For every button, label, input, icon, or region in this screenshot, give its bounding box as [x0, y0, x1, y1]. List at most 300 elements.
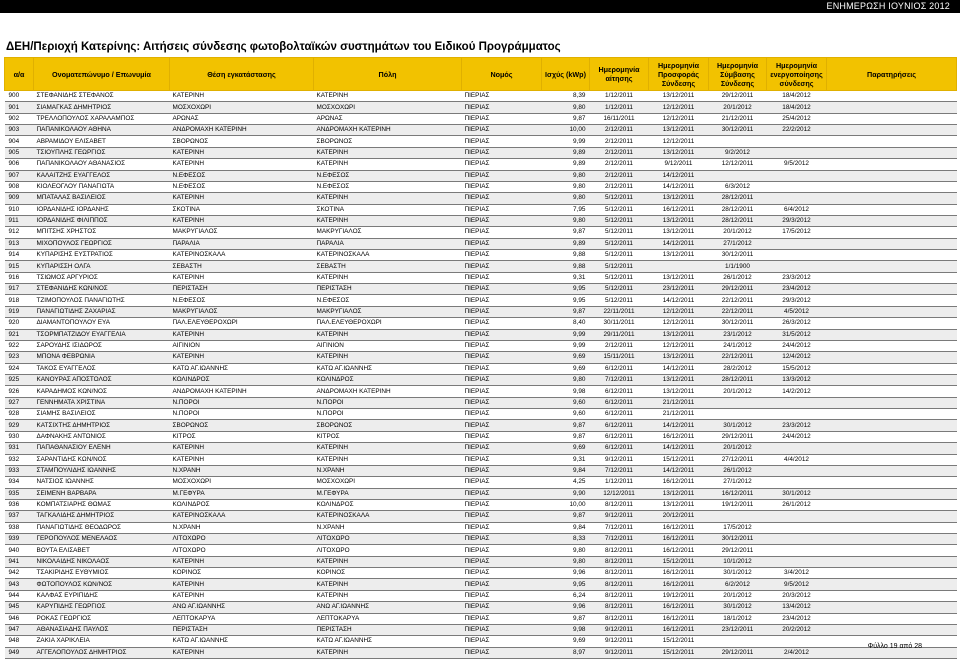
cell-id: 907	[5, 170, 34, 181]
cell-application-date: 9/12/2011	[590, 624, 649, 635]
cell-location: Ν.ΧΡΑΝΗ	[170, 465, 314, 476]
cell-application-date: 9/12/2011	[590, 454, 649, 465]
cell-capacity: 9,98	[542, 624, 590, 635]
cell-location: ΚΑΤΕΡΙΝΗ	[170, 159, 314, 170]
cell-offer-date: 16/12/2011	[649, 477, 709, 488]
cell-contract-date: 20/1/2012	[709, 590, 767, 601]
cell-id: 911	[5, 215, 34, 226]
cell-offer-date: 15/12/2011	[649, 647, 709, 658]
cell-offer-date: 20/12/2011	[649, 511, 709, 522]
cell-offer-date: 13/12/2011	[649, 147, 709, 158]
cell-id: 928	[5, 409, 34, 420]
cell-application-date: 7/12/2011	[590, 534, 649, 545]
cell-offer-date: 16/12/2011	[649, 624, 709, 635]
cell-contract-date: 23/12/2011	[709, 624, 767, 635]
table-row	[5, 113, 957, 124]
cell-name: ΤΣΙΩΜΟΣ ΑΡΓΥΡΙΟΣ	[34, 272, 170, 283]
cell-county: ΠΙΕΡΙΑΣ	[462, 522, 542, 533]
cell-name: ΣΤΑΜΠΟΥΛΙΔΗΣ ΙΩΑΝΝΗΣ	[34, 465, 170, 476]
cell-id: 910	[5, 204, 34, 215]
cell-location: ΚΑΤΕΡΙΝΗ	[170, 215, 314, 226]
table-row	[5, 568, 957, 579]
cell-location: ΚΑΤΕΡΙΝΗ	[170, 579, 314, 590]
cell-capacity: 9,98	[542, 386, 590, 397]
cell-activation-date	[767, 250, 827, 261]
cell-location: ΠΑΛ.ΕΛΕΥΘΕΡΟΧΩΡΙ	[170, 318, 314, 329]
cell-capacity: 8,33	[542, 534, 590, 545]
cell-activation-date: 24/4/2012	[767, 340, 827, 351]
cell-location: ΜΟΣΧΟΧΩΡΙ	[170, 102, 314, 113]
cell-contract-date	[709, 636, 767, 647]
cell-application-date: 9/12/2011	[590, 511, 649, 522]
cell-activation-date	[767, 465, 827, 476]
cell-offer-date: 13/12/2011	[649, 352, 709, 363]
cell-activation-date: 25/4/2012	[767, 113, 827, 124]
cell-capacity: 9,95	[542, 579, 590, 590]
cell-location: Ν.ΠΟΡΟΙ	[170, 397, 314, 408]
cell-location: ΣΒΟΡΩΝΟΣ	[170, 136, 314, 147]
cell-county: ΠΙΕΡΙΑΣ	[462, 431, 542, 442]
cell-name: ΓΕΝΝΗΜΑΤΑ ΧΡΙΣΤΙΝΑ	[34, 397, 170, 408]
cell-county: ΠΙΕΡΙΑΣ	[462, 91, 542, 102]
cell-capacity: 9,69	[542, 363, 590, 374]
cell-offer-date: 13/12/2011	[649, 488, 709, 499]
cell-location: ΚΑΤΕΡΙΝΗ	[170, 329, 314, 340]
cell-county: ΠΙΕΡΙΑΣ	[462, 125, 542, 136]
table-row	[5, 147, 957, 158]
cell-county: ΠΙΕΡΙΑΣ	[462, 170, 542, 181]
cell-offer-date: 13/12/2011	[649, 91, 709, 102]
cell-name: ΚΑΤΣΙΧΤΗΣ ΔΗΜΗΤΡΙΟΣ	[34, 420, 170, 431]
cell-application-date: 2/12/2011	[590, 125, 649, 136]
cell-remarks	[827, 318, 957, 329]
cell-name: ΣΑΡΑΝΤΙΔΗΣ ΚΩΝ/ΝΟΣ	[34, 454, 170, 465]
cell-offer-date: 14/12/2011	[649, 170, 709, 181]
cell-id: 917	[5, 284, 34, 295]
cell-county: ΠΙΕΡΙΑΣ	[462, 511, 542, 522]
cell-activation-date: 9/5/2012	[767, 159, 827, 170]
cell-activation-date	[767, 238, 827, 249]
table-row	[5, 534, 957, 545]
cell-activation-date: 24/4/2012	[767, 431, 827, 442]
cell-application-date: 1/12/2011	[590, 91, 649, 102]
cell-capacity: 9,84	[542, 522, 590, 533]
cell-location: Ν.ΠΟΡΟΙ	[170, 409, 314, 420]
cell-offer-date: 16/12/2011	[649, 534, 709, 545]
cell-id: 942	[5, 568, 34, 579]
col-header-remarks: Παρατηρήσεις	[827, 58, 957, 91]
cell-offer-date: 13/12/2011	[649, 125, 709, 136]
cell-offer-date: 15/12/2011	[649, 636, 709, 647]
cell-county: ΠΙΕΡΙΑΣ	[462, 534, 542, 545]
cell-offer-date: 16/12/2011	[649, 613, 709, 624]
cell-name: ΠΑΝΑΓΙΩΤΙΔΗΣ ΖΑΧΑΡΙΑΣ	[34, 306, 170, 317]
cell-capacity: 9,87	[542, 613, 590, 624]
col-header-city: Πόλη	[314, 58, 462, 91]
cell-name: ΣΑΡΟΥΔΗΣ ΙΣΙΔΩΡΟΣ	[34, 340, 170, 351]
cell-id: 906	[5, 159, 34, 170]
cell-location: ΚΟΛΙΝΔΡΟΣ	[170, 499, 314, 510]
cell-contract-date: 30/12/2011	[709, 318, 767, 329]
cell-county: ΠΙΕΡΙΑΣ	[462, 443, 542, 454]
cell-id: 900	[5, 91, 34, 102]
cell-capacity: 9,87	[542, 511, 590, 522]
cell-capacity: 10,00	[542, 125, 590, 136]
cell-capacity: 9,80	[542, 545, 590, 556]
cell-name: ΡΟΚΑΣ ΓΕΩΡΓΙΟΣ	[34, 613, 170, 624]
cell-application-date: 30/11/2011	[590, 318, 649, 329]
cell-capacity: 9,80	[542, 193, 590, 204]
table-row	[5, 488, 957, 499]
cell-name: ΣΙΑΜΑΓΚΑΣ ΔΗΜΗΤΡΙΟΣ	[34, 102, 170, 113]
table-row	[5, 363, 957, 374]
cell-id: 931	[5, 443, 34, 454]
cell-remarks	[827, 170, 957, 181]
cell-offer-date: 12/12/2011	[649, 136, 709, 147]
cell-contract-date: 20/1/2012	[709, 102, 767, 113]
cell-offer-date: 9/12/2011	[649, 159, 709, 170]
cell-remarks	[827, 204, 957, 215]
cell-application-date: 6/12/2011	[590, 397, 649, 408]
cell-activation-date	[767, 443, 827, 454]
cell-activation-date: 18/4/2012	[767, 102, 827, 113]
cell-county: ΠΙΕΡΙΑΣ	[462, 261, 542, 272]
cell-county: ΠΙΕΡΙΑΣ	[462, 136, 542, 147]
cell-city: ΚΑΤΩ ΑΓ.ΙΩΑΝΝΗΣ	[314, 363, 462, 374]
cell-id: 949	[5, 647, 34, 658]
cell-capacity: 9,60	[542, 397, 590, 408]
cell-activation-date	[767, 170, 827, 181]
cell-remarks	[827, 238, 957, 249]
cell-contract-date: 28/12/2011	[709, 193, 767, 204]
cell-application-date: 6/12/2011	[590, 363, 649, 374]
cell-name: ΙΟΡΔΑΝΙΔΗΣ ΦΙΛΙΠΠΟΣ	[34, 215, 170, 226]
cell-city: ΑΡΩΝΑΣ	[314, 113, 462, 124]
cell-city: ΜΑΚΡΥΓΙΑΛΟΣ	[314, 306, 462, 317]
cell-activation-date: 20/2/2012	[767, 624, 827, 635]
cell-application-date: 2/12/2011	[590, 181, 649, 192]
cell-activation-date	[767, 409, 827, 420]
cell-offer-date: 13/12/2011	[649, 193, 709, 204]
cell-name: ΓΕΡΟΠΟΥΛΟΣ ΜΕΝΕΛΑΟΣ	[34, 534, 170, 545]
cell-activation-date: 14/2/2012	[767, 386, 827, 397]
cell-contract-date: 26/1/2012	[709, 465, 767, 476]
cell-city: ΚΑΤΕΡΙΝΗ	[314, 91, 462, 102]
cell-contract-date: 30/12/2011	[709, 125, 767, 136]
cell-name: ΤΑΓΚΑΛΙΔΗΣ ΔΗΜΗΤΡΙΟΣ	[34, 511, 170, 522]
cell-city: ΑΙΓΙΝΙΟΝ	[314, 340, 462, 351]
cell-contract-date: 27/12/2011	[709, 454, 767, 465]
cell-application-date: 12/12/2011	[590, 488, 649, 499]
table-row	[5, 340, 957, 351]
cell-offer-date: 12/12/2011	[649, 340, 709, 351]
cell-activation-date	[767, 511, 827, 522]
cell-activation-date: 23/4/2012	[767, 284, 827, 295]
cell-city: ΠΑΡΑΛΙΑ	[314, 238, 462, 249]
cell-city: ΚΑΤΕΡΙΝΗ	[314, 454, 462, 465]
cell-county: ΠΙΕΡΙΑΣ	[462, 363, 542, 374]
cell-application-date: 6/12/2011	[590, 431, 649, 442]
cell-name: ΤΣΙΟΥΠΛΗΣ ΓΕΩΡΓΙΟΣ	[34, 147, 170, 158]
table-row	[5, 590, 957, 601]
table-row	[5, 329, 957, 340]
cell-county: ΠΙΕΡΙΑΣ	[462, 556, 542, 567]
cell-activation-date	[767, 181, 827, 192]
cell-location: ΚΑΤΕΡΙΝΗ	[170, 91, 314, 102]
cell-remarks	[827, 522, 957, 533]
cell-remarks	[827, 397, 957, 408]
cell-city: ΠΕΡΙΣΤΑΣΗ	[314, 284, 462, 295]
cell-offer-date: 14/12/2011	[649, 465, 709, 476]
cell-contract-date: 6/2/2012	[709, 579, 767, 590]
cell-contract-date: 12/12/2011	[709, 159, 767, 170]
cell-id: 923	[5, 352, 34, 363]
cell-capacity: 9,96	[542, 602, 590, 613]
cell-county: ΠΙΕΡΙΑΣ	[462, 465, 542, 476]
cell-location: ΚΑΤΕΡΙΝΗ	[170, 352, 314, 363]
cell-city: ΣΒΟΡΩΝΟΣ	[314, 420, 462, 431]
cell-activation-date	[767, 522, 827, 533]
cell-activation-date	[767, 545, 827, 556]
cell-application-date: 5/12/2011	[590, 215, 649, 226]
cell-county: ΠΙΕΡΙΑΣ	[462, 454, 542, 465]
cell-name: ΚΙΟΛΕΟΓΛΟΥ ΠΑΝΑΓΙΩΤΑ	[34, 181, 170, 192]
cell-name: ΖΑΚΙΑ ΧΑΡΙΚΛΕΙΑ	[34, 636, 170, 647]
cell-remarks	[827, 409, 957, 420]
cell-id: 919	[5, 306, 34, 317]
cell-contract-date: 30/12/2011	[709, 534, 767, 545]
cell-activation-date: 30/1/2012	[767, 488, 827, 499]
cell-capacity: 9,96	[542, 568, 590, 579]
cell-application-date: 8/12/2011	[590, 579, 649, 590]
cell-capacity: 8,40	[542, 318, 590, 329]
cell-city: Ν.ΠΟΡΟΙ	[314, 397, 462, 408]
cell-remarks	[827, 113, 957, 124]
cell-application-date: 5/12/2011	[590, 284, 649, 295]
cell-id: 905	[5, 147, 34, 158]
cell-id: 916	[5, 272, 34, 283]
table-row	[5, 454, 957, 465]
cell-name: ΠΑΠΑΝΙΚΟΛΑΟΥ ΑΘΑΝΑΣΙΟΣ	[34, 159, 170, 170]
cell-capacity: 9,80	[542, 374, 590, 385]
cell-id: 920	[5, 318, 34, 329]
table-row	[5, 238, 957, 249]
table-row	[5, 579, 957, 590]
cell-id: 937	[5, 511, 34, 522]
cell-city: ΚΟΛΙΝΔΡΟΣ	[314, 499, 462, 510]
cell-capacity: 9,80	[542, 102, 590, 113]
cell-contract-date: 22/12/2011	[709, 352, 767, 363]
cell-id: 945	[5, 602, 34, 613]
cell-offer-date: 13/12/2011	[649, 250, 709, 261]
cell-county: ΠΙΕΡΙΑΣ	[462, 318, 542, 329]
table-row	[5, 374, 957, 385]
cell-location: ΑΡΩΝΑΣ	[170, 113, 314, 124]
cell-name: ΠΑΠΑΝΙΚΟΛΑΟΥ ΑΘΗΝΑ	[34, 125, 170, 136]
cell-location: ΜΑΚΡΥΓΙΑΛΟΣ	[170, 227, 314, 238]
cell-location: ΚΟΡΙΝΟΣ	[170, 568, 314, 579]
cell-name: ΜΠΑΤΑΛΑΣ ΒΑΣΙΛΕΙΟΣ	[34, 193, 170, 204]
cell-capacity: 9,69	[542, 352, 590, 363]
cell-contract-date: 22/12/2011	[709, 306, 767, 317]
table-row	[5, 522, 957, 533]
cell-application-date: 1/12/2011	[590, 102, 649, 113]
cell-remarks	[827, 420, 957, 431]
cell-name: ΚΑΡΥΠΙΔΗΣ ΓΕΩΡΓΙΟΣ	[34, 602, 170, 613]
cell-capacity: 6,24	[542, 590, 590, 601]
cell-remarks	[827, 374, 957, 385]
table-row	[5, 511, 957, 522]
cell-capacity: 9,90	[542, 488, 590, 499]
cell-id: 939	[5, 534, 34, 545]
cell-offer-date: 23/12/2011	[649, 284, 709, 295]
cell-remarks	[827, 295, 957, 306]
cell-city: ΚΑΤΕΡΙΝΗ	[314, 215, 462, 226]
cell-offer-date: 14/12/2011	[649, 238, 709, 249]
cell-activation-date	[767, 636, 827, 647]
cell-remarks	[827, 511, 957, 522]
cell-city: Ν.ΠΟΡΟΙ	[314, 409, 462, 420]
cell-contract-date: 29/12/2011	[709, 545, 767, 556]
table-row	[5, 431, 957, 442]
cell-id: 913	[5, 238, 34, 249]
cell-application-date: 2/12/2011	[590, 136, 649, 147]
cell-name: ΚΑΡΑΔΗΜΟΣ ΚΩΝ/ΝΟΣ	[34, 386, 170, 397]
table-row	[5, 204, 957, 215]
cell-city: ΚΑΤΕΡΙΝΗ	[314, 193, 462, 204]
cell-location: Ν.ΕΦΕΣΟΣ	[170, 295, 314, 306]
cell-id: 930	[5, 431, 34, 442]
cell-city: ΚΑΤΕΡΙΝΟΣΚΑΛΑ	[314, 250, 462, 261]
cell-remarks	[827, 465, 957, 476]
cell-location: ΣΒΟΡΩΝΟΣ	[170, 420, 314, 431]
cell-remarks	[827, 477, 957, 488]
table-row	[5, 136, 957, 147]
cell-remarks	[827, 443, 957, 454]
table-row	[5, 352, 957, 363]
cell-location: ΑΝΔΡΟΜΑΧΗ ΚΑΤΕΡΙΝΗ	[170, 386, 314, 397]
cell-capacity: 9,89	[542, 238, 590, 249]
cell-name: ΒΟΥΤΑ ΕΛΙΣΑΒΕΤ	[34, 545, 170, 556]
cell-application-date: 22/11/2011	[590, 306, 649, 317]
cell-contract-date: 27/1/2012	[709, 477, 767, 488]
cell-remarks	[827, 136, 957, 147]
cell-city: ΚΑΤΕΡΙΝΗ	[314, 329, 462, 340]
cell-city: Ν.ΕΦΕΣΟΣ	[314, 295, 462, 306]
cell-location: ΚΑΤΕΡΙΝΟΣΚΑΛΑ	[170, 250, 314, 261]
table-row	[5, 624, 957, 635]
cell-contract-date: 28/12/2011	[709, 215, 767, 226]
cell-offer-date: 13/12/2011	[649, 227, 709, 238]
cell-contract-date: 29/12/2011	[709, 647, 767, 658]
cell-contract-date	[709, 136, 767, 147]
cell-county: ΠΙΕΡΙΑΣ	[462, 647, 542, 658]
table-row	[5, 159, 957, 170]
top-banner-text: ΕΝΗΜΕΡΩΣΗ ΙΟΥΝΙΟΣ 2012	[826, 1, 950, 11]
cell-activation-date: 13/4/2012	[767, 602, 827, 613]
cell-offer-date: 15/12/2011	[649, 556, 709, 567]
cell-contract-date: 26/1/2012	[709, 272, 767, 283]
cell-location: ΚΑΤΕΡΙΝΗ	[170, 443, 314, 454]
cell-county: ΠΙΕΡΙΑΣ	[462, 204, 542, 215]
cell-city: ΚΑΤΕΡΙΝΗ	[314, 443, 462, 454]
cell-city: ΚΙΤΡΟΣ	[314, 431, 462, 442]
cell-id: 918	[5, 295, 34, 306]
cell-id: 936	[5, 499, 34, 510]
cell-application-date: 5/12/2011	[590, 272, 649, 283]
cell-name: ΜΙΧΟΠΟΥΛΟΣ ΓΕΩΡΓΙΟΣ	[34, 238, 170, 249]
cell-remarks	[827, 215, 957, 226]
cell-city: ΣΕΒΑΣΤΗ	[314, 261, 462, 272]
cell-application-date: 8/12/2011	[590, 568, 649, 579]
cell-name: ΤΡΕΛΛΟΠΟΥΛΟΣ ΧΑΡΑΛΑΜΠΟΣ	[34, 113, 170, 124]
table-row	[5, 602, 957, 613]
cell-offer-date: 12/12/2011	[649, 318, 709, 329]
table-row	[5, 409, 957, 420]
cell-city: Ν.ΕΦΕΣΟΣ	[314, 170, 462, 181]
cell-activation-date: 4/5/2012	[767, 306, 827, 317]
cell-contract-date: 29/12/2011	[709, 431, 767, 442]
table-row	[5, 499, 957, 510]
cell-city: ΑΝΩ ΑΓ.ΙΩΑΝΝΗΣ	[314, 602, 462, 613]
cell-name: ΚΑΛΑΙΤΖΗΣ ΕΥΑΓΓΕΛΟΣ	[34, 170, 170, 181]
cell-activation-date	[767, 556, 827, 567]
cell-application-date: 9/12/2011	[590, 647, 649, 658]
cell-name: ΑΘΑΝΑΣΙΑΔΗΣ ΠΑΥΛΟΣ	[34, 624, 170, 635]
cell-contract-date: 1/1/1900	[709, 261, 767, 272]
cell-offer-date: 12/12/2011	[649, 102, 709, 113]
cell-location: Ν.ΧΡΑΝΗ	[170, 522, 314, 533]
cell-contract-date: 18/1/2012	[709, 613, 767, 624]
cell-application-date: 6/12/2011	[590, 420, 649, 431]
cell-id: 903	[5, 125, 34, 136]
cell-capacity: 9,95	[542, 295, 590, 306]
cell-city: ΠΑΛ.ΕΛΕΥΘΕΡΟΧΩΡΙ	[314, 318, 462, 329]
cell-location: ΚΑΤΩ ΑΓ.ΙΩΑΝΝΗΣ	[170, 636, 314, 647]
col-header-application-date: Ημερομηνία αίτησης	[590, 58, 649, 91]
cell-name: ΠΑΠΑΘΑΝΑΣΙΟΥ ΕΛΕΝΗ	[34, 443, 170, 454]
cell-county: ΠΙΕΡΙΑΣ	[462, 568, 542, 579]
cell-county: ΠΙΕΡΙΑΣ	[462, 284, 542, 295]
cell-activation-date: 13/3/2012	[767, 374, 827, 385]
cell-remarks	[827, 284, 957, 295]
table-header-row	[5, 58, 957, 91]
cell-activation-date	[767, 193, 827, 204]
cell-application-date: 2/12/2011	[590, 159, 649, 170]
cell-capacity: 9,60	[542, 409, 590, 420]
table-row	[5, 318, 957, 329]
cell-capacity: 9,99	[542, 340, 590, 351]
table-row	[5, 284, 957, 295]
cell-capacity: 9,69	[542, 443, 590, 454]
cell-remarks	[827, 352, 957, 363]
cell-county: ΠΙΕΡΙΑΣ	[462, 295, 542, 306]
cell-capacity: 9,80	[542, 556, 590, 567]
cell-activation-date	[767, 147, 827, 158]
cell-remarks	[827, 579, 957, 590]
col-header-id: α/α	[5, 58, 34, 91]
cell-remarks	[827, 261, 957, 272]
cell-county: ΠΙΕΡΙΑΣ	[462, 477, 542, 488]
cell-id: 921	[5, 329, 34, 340]
cell-remarks	[827, 431, 957, 442]
cell-city: ΜΟΣΧΟΧΩΡΙ	[314, 477, 462, 488]
cell-name: ΤΑΚΟΣ ΕΥΑΓΓΕΛΟΣ	[34, 363, 170, 374]
cell-activation-date: 29/3/2012	[767, 295, 827, 306]
cell-county: ΠΙΕΡΙΑΣ	[462, 238, 542, 249]
cell-application-date: 5/12/2011	[590, 227, 649, 238]
cell-county: ΠΙΕΡΙΑΣ	[462, 147, 542, 158]
